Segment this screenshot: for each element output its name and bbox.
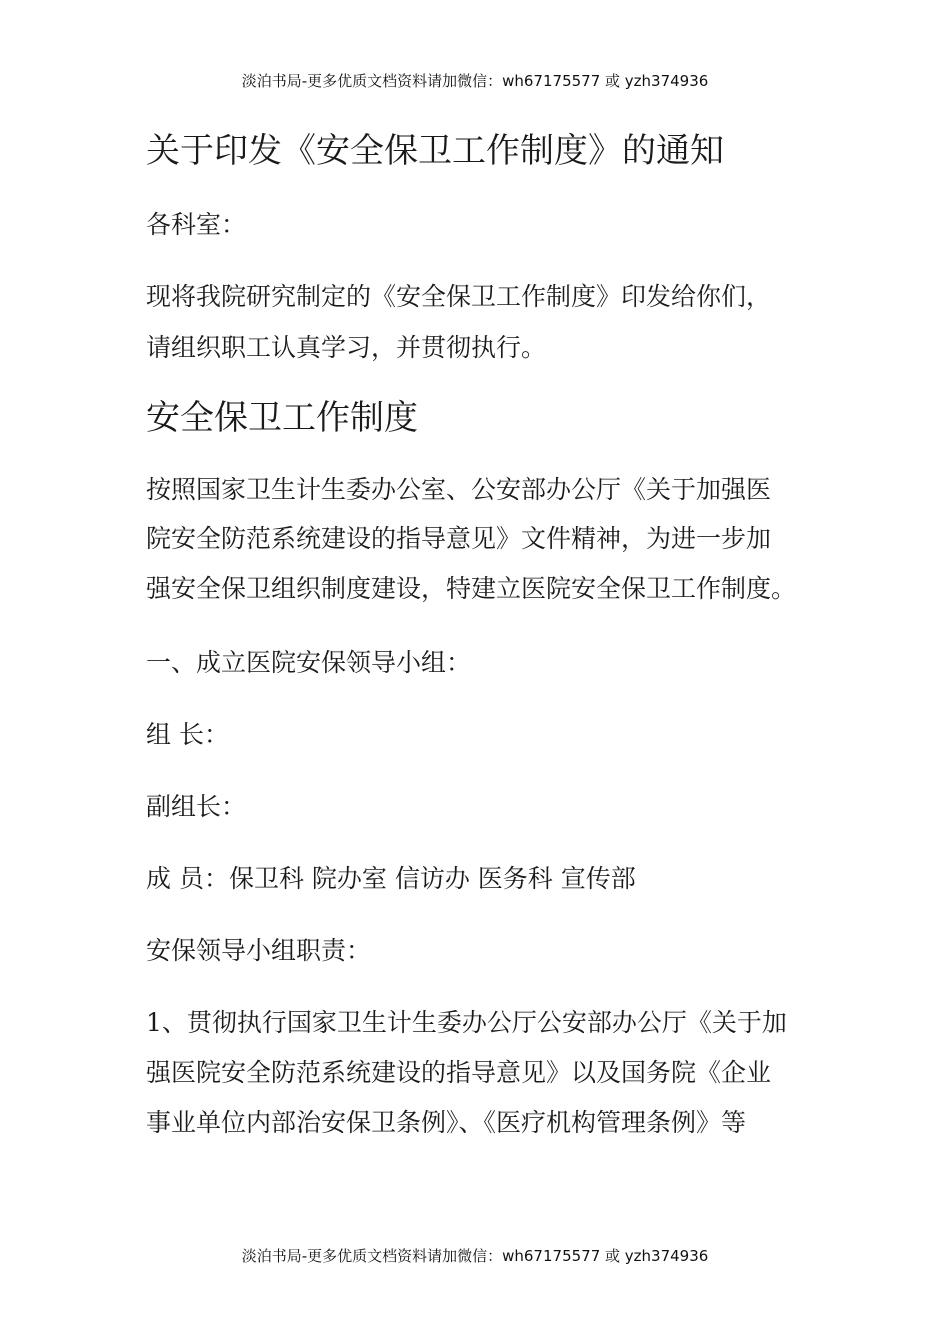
intro-paragraph-line: 强安全保卫组织制度建设，特建立医院安全保卫工作制度。 bbox=[146, 574, 797, 603]
duty-one-line: 1、贯彻执行国家卫生计生委办公厅公安部办公厅《关于加 bbox=[146, 1008, 787, 1037]
members-line: 成 员：保卫科 院办室 信访办 医务科 宣传部 bbox=[146, 864, 636, 893]
notice-paragraph-line: 现将我院研究制定的《安全保卫工作制度》印发给你们， bbox=[146, 282, 772, 311]
salutation: 各科室： bbox=[146, 210, 247, 239]
section-title: 安全保卫工作制度 bbox=[146, 398, 418, 438]
notice-paragraph-line: 请组织职工认真学习，并贯彻执行。 bbox=[146, 333, 547, 362]
item-one-heading: 一、成立医院安保领导小组： bbox=[146, 648, 472, 677]
document-title: 关于印发《安全保卫工作制度》的通知 bbox=[146, 131, 724, 171]
duty-one-line: 强医院安全防范系统建设的指导意见》以及国务院《企业 bbox=[146, 1058, 772, 1087]
duties-heading: 安保领导小组职责： bbox=[146, 936, 372, 965]
deputy-leader-line: 副组长： bbox=[146, 792, 247, 821]
intro-paragraph-line: 按照国家卫生计生委办公室、公安部办公厅《关于加强医 bbox=[146, 475, 772, 504]
intro-paragraph-line: 院安全防范系统建设的指导意见》文件精神，为进一步加 bbox=[146, 524, 772, 553]
page-header: 淡泊书局-更多优质文档资料请加微信：wh67175577 或 yzh374936 bbox=[241, 72, 709, 90]
duty-one-line: 事业单位内部治安保卫条例》、《医疗机构管理条例》等 bbox=[146, 1108, 747, 1137]
page-footer: 淡泊书局-更多优质文档资料请加微信：wh67175577 或 yzh374936 bbox=[241, 1247, 709, 1265]
leader-line: 组 长： bbox=[146, 720, 229, 749]
